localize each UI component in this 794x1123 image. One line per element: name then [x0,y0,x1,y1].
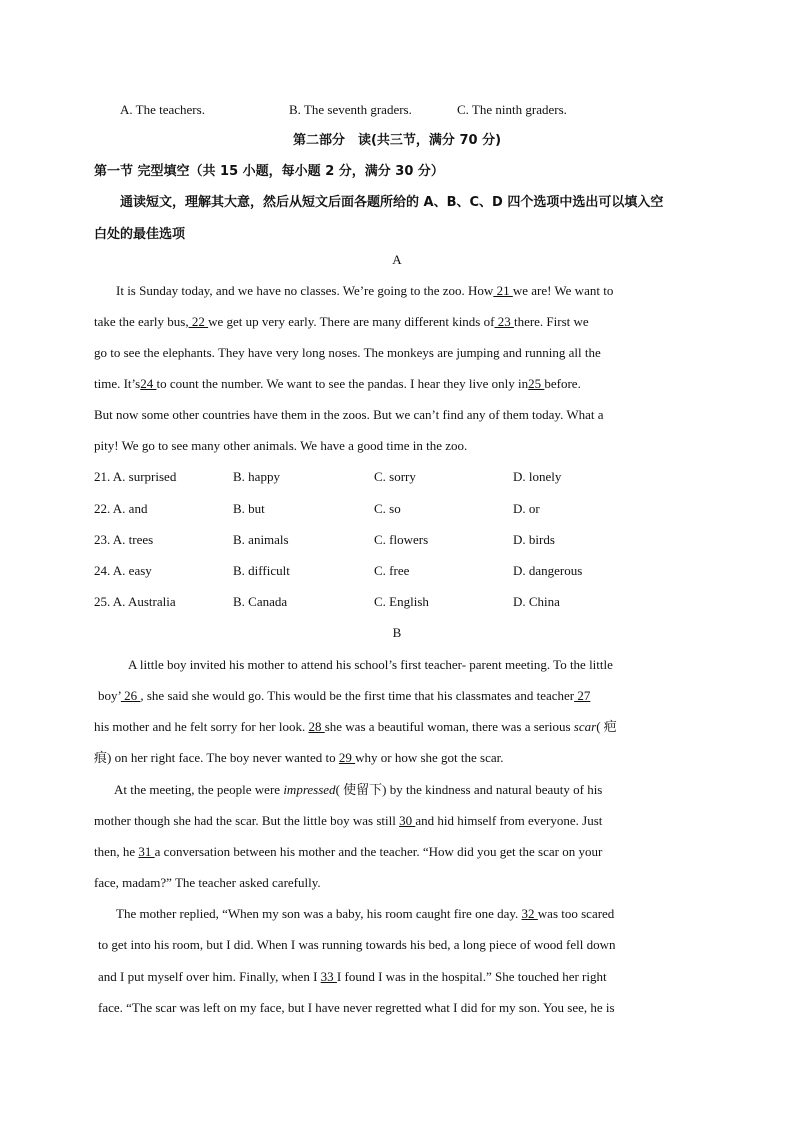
q21-d: D. lonely [513,469,562,484]
q23-b: B. animals [233,532,289,547]
q21-c: C. sorry [374,469,416,484]
blank-26: 26 [120,688,141,703]
blank-22: 22 [188,314,209,329]
prev-option-c: C. The ninth graders. [457,102,567,117]
blank-29: 29 [338,750,356,765]
section1-title: 第一节 完型填空（共 15 小题，每小题 2 分，满分 30 分） [94,164,444,179]
blank-32: 32 [521,906,538,921]
q23-d: D. birds [513,532,555,547]
passage-b-line: boy’ 26 , she said she would go. This would be the first time that his classmates and teacher 27 [98,688,591,703]
passage-a-line: pity! We go to see many other animals. We have a good time in the zoo. [94,438,468,453]
part2-title: 第二部分 读(共三节，满分 70 分) [292,133,502,148]
q24-a: 24. A. easy [94,563,152,578]
q21-b: B. happy [233,469,280,484]
passage-b-line: face. “The scar was left on my face, but I have never regretted what I did for my son. You see, he is [98,1000,615,1015]
prev-option-b: B. The seventh graders. [289,102,412,117]
blank-28: 28 [308,719,325,734]
blank-33: 33 [320,969,337,984]
q23-a: 23. A. trees [94,532,154,547]
q21-a: 21. A. surprised [94,469,177,484]
passage-b-line: A little boy invited his mother to attend his school’s first teacher- parent meeting. To the little [128,657,613,672]
instruction-line2: 白处的最佳选项 [94,227,186,242]
passage-a-label: A [392,252,402,267]
q25-b: B. Canada [233,594,288,609]
q25-c: C. English [374,594,429,609]
blank-23: 23 [494,314,514,329]
blank-27: 27 [574,688,591,703]
passage-a-line: time. It’s24 to count the number. We want to see the pandas. I hear they live only in25 before. [94,376,581,391]
passage-b-line: The mother replied, “When my son was a baby, his room caught fire one day. 32 was too scared [116,906,615,921]
q23-c: C. flowers [374,532,429,547]
passage-a-line: It is Sunday today, and we have no classes. We’re going to the zoo. How 21 we are! We want to [116,283,614,298]
q25-a: 25. A. Australia [94,594,176,609]
q22-a: 22. A. and [94,501,148,516]
q22-d: D. or [513,501,540,516]
passage-b-line: to get into his room, but I did. When I was running towards his bed, a long piece of wood fell down [98,937,616,952]
passage-b-line: mother though she had the scar. But the little boy was still 30 and hid himself from everyone. Just [94,813,603,828]
passage-b-line: his mother and he felt sorry for her look. 28 she was a beautiful woman, there was a serious scar( 疤 [94,719,617,734]
passage-b-line: and I put myself over him. Finally, when I 33 I found I was in the hospital.” She touched her right [98,969,607,984]
q24-c: C. free [374,563,410,578]
blank-21: 21 [493,283,513,298]
passage-b-line: then, he 31 a conversation between his mother and the teacher. “How did you get the scar on your [94,844,603,859]
blank-25: 25 [528,376,545,391]
blank-30: 30 [399,813,416,828]
q22-b: B. but [233,501,265,516]
q25-d: D. China [513,594,560,609]
q22-c: C. so [374,501,401,516]
instruction-line1: 通读短文，理解其大意，然后从短文后面各题所给的 A、B、C、D 四个选项中选出可以填入空 [120,195,664,210]
passage-b-line: At the meeting, the people were impressed( 使留下) by the kindness and natural beauty of his [114,782,603,797]
passage-b-line: face, madam?” The teacher asked carefully. [94,875,321,890]
q24-d: D. dangerous [513,563,583,578]
q24-b: B. difficult [233,563,290,578]
passage-b-label: B [392,625,402,640]
prev-option-a: A. The teachers. [120,102,205,117]
blank-31: 31 [138,844,155,859]
blank-24: 24 [140,376,157,391]
passage-a-line: take the early bus, 22 we get up very early. There are many different kinds of 23 there. First we [94,314,589,329]
passage-a-line: But now some other countries have them in the zoos. But we can’t find any of them today. What a [94,407,604,422]
passage-b-line: 痕) on her right face. The boy never wanted to 29 why or how she got the scar. [94,750,504,765]
passage-a-line: go to see the elephants. They have very long noses. The monkeys are jumping and running all the [94,345,601,360]
